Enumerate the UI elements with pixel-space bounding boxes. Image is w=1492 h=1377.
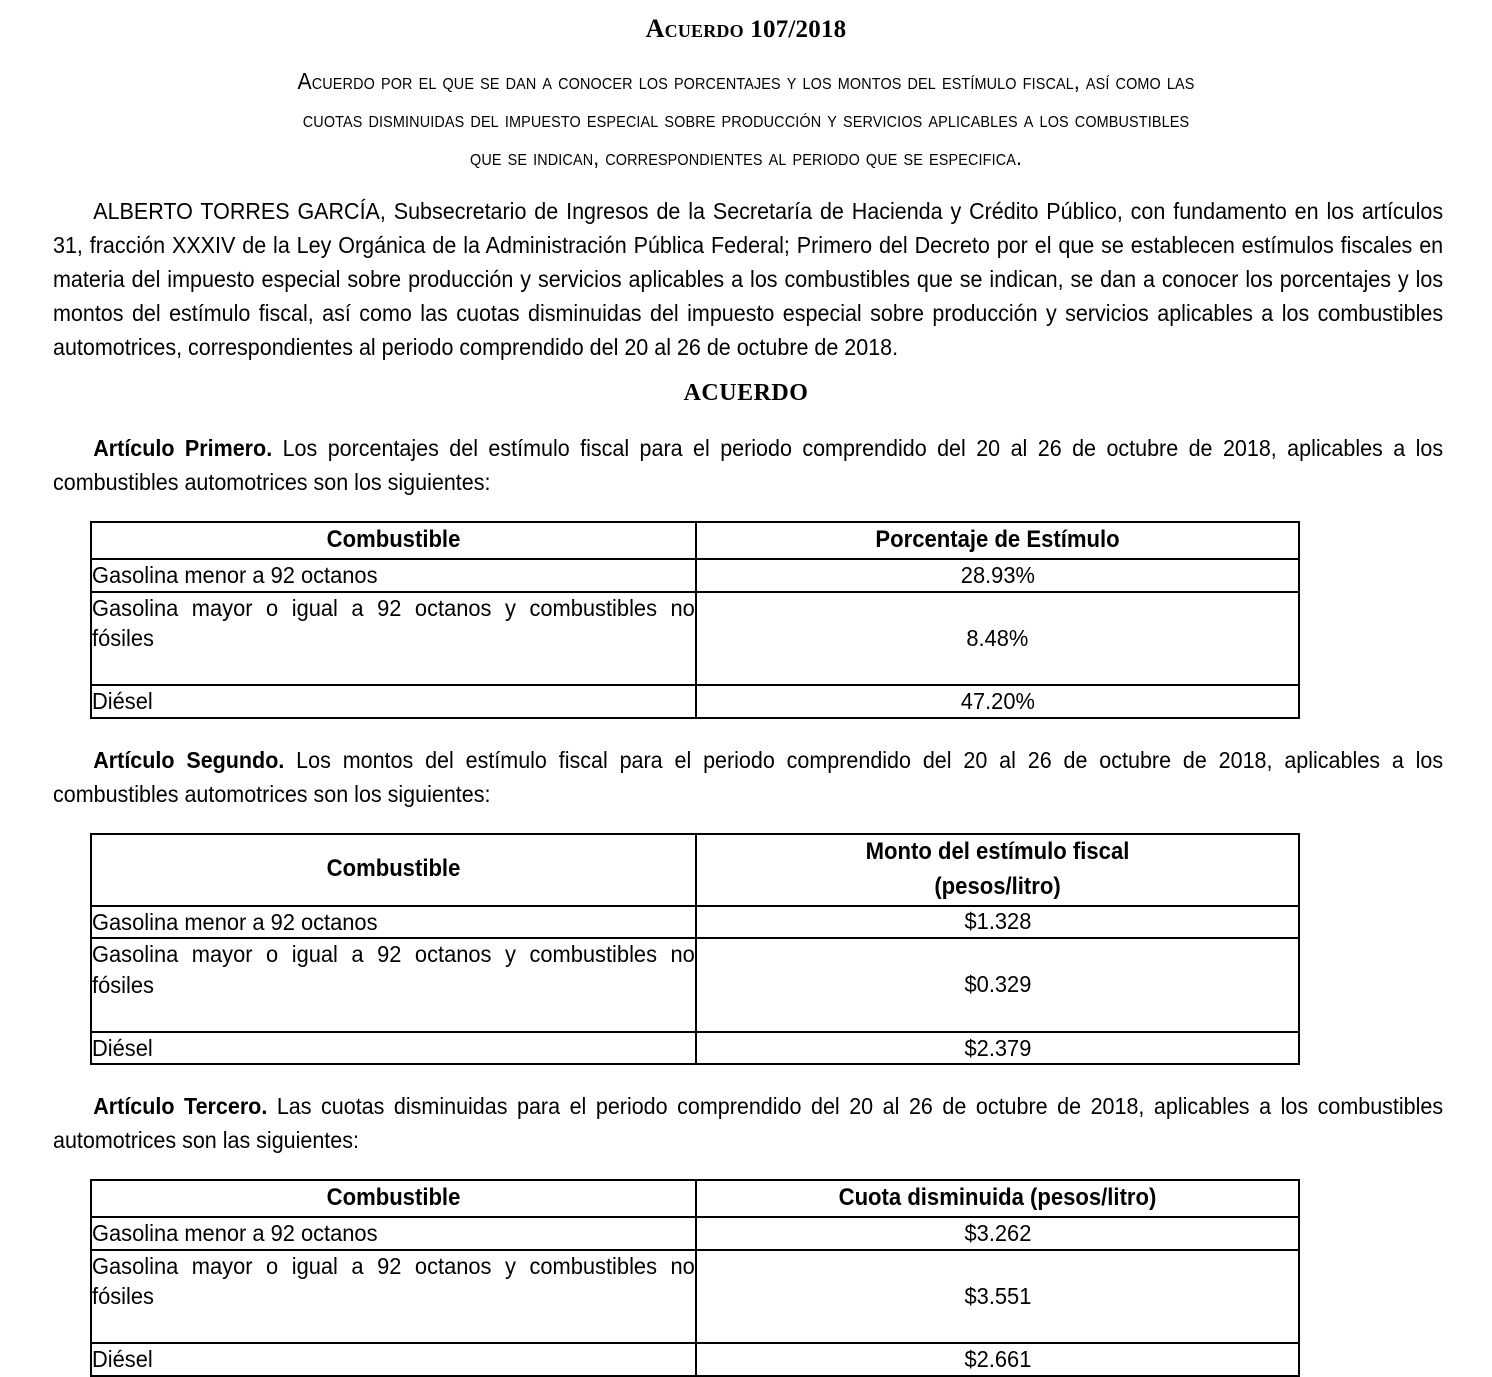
- column-header-combustible: Combustible: [91, 1180, 696, 1217]
- table-cuota-disminuida: [90, 1179, 1300, 1377]
- article-primero-paragraph: [53, 431, 1443, 499]
- cell-fuel: Gasolina mayor o igual a 92 octanos y combustibles no fósiles: [91, 592, 696, 686]
- document-subtitle-line-3: que se indican, correspondientes al periodo que se especifica.: [469, 143, 1023, 170]
- document-body: [49, 194, 1443, 364]
- cell-value: $2.379: [696, 1032, 1299, 1065]
- document-title-prefix: Acuerdo: [645, 14, 744, 43]
- column-header-combustible: Combustible: [91, 522, 696, 559]
- cell-value: 28.93%: [696, 559, 1299, 592]
- table-header-row: [91, 1180, 1299, 1217]
- table-monto-estimulo: [90, 833, 1300, 1065]
- article-primero-block: [49, 431, 1443, 499]
- column-header-monto-units: (pesos/litro): [934, 872, 1061, 900]
- document-subtitle-line-2: cuotas disminuidas del impuesto especial sobre producción y servicios aplicables a los combustibles: [302, 105, 1190, 132]
- cell-fuel: Diésel: [91, 1343, 696, 1376]
- cell-fuel: Gasolina mayor o igual a 92 octanos y combustibles no fósiles: [91, 1250, 696, 1344]
- table-row: [91, 906, 1299, 939]
- table-header-row: [91, 522, 1299, 559]
- table-row: [91, 1032, 1299, 1065]
- column-header-combustible: Combustible: [91, 834, 696, 906]
- preamble-paragraph: ALBERTO TORRES GARCÍA, Subsecretario de Ingresos de la Secretaría de Hacienda y Crédito Público, con fundamento en los artículos 31, fracción XXXIV de la Ley Orgánica de la Administración Pública Federal; Primero del Decreto por el que se establecen estímulos fiscales en materia del impuesto especial sobre producción y servicios aplicables a los combustibles que se indican, se dan a conocer los porcentajes y los montos del estímulo fiscal, así como las cuotas disminuidas del impuesto especial sobre producción y servicios aplicables a los combustibles automotrices, correspondientes al periodo comprendido del 20 al 26 de octubre de 2018.: [53, 197, 1444, 361]
- cell-fuel: Gasolina menor a 92 octanos: [91, 559, 696, 592]
- article-segundo-text: Los montos del estímulo fiscal para el periodo comprendido del 20 al 26 de octubre de 2018, aplicables a los combustibles automotrices son los siguientes:: [53, 746, 1444, 807]
- cell-fuel: Gasolina menor a 92 octanos: [91, 1217, 696, 1250]
- cell-value: $1.328: [696, 906, 1299, 939]
- cell-fuel: Diésel: [91, 1032, 696, 1065]
- column-header-cuota: Cuota disminuida (pesos/litro): [696, 1180, 1299, 1217]
- column-header-monto: Monto del estímulo fiscal (pesos/litro): [696, 834, 1299, 906]
- table-row: [91, 559, 1299, 592]
- table-porcentaje-estimulo: [90, 521, 1300, 719]
- table-row: [91, 938, 1299, 1032]
- article-tercero-label: Artículo Tercero.: [93, 1093, 268, 1120]
- article-segundo-paragraph: [53, 743, 1443, 811]
- cell-value: $3.551: [696, 1250, 1299, 1344]
- article-tercero-paragraph: [53, 1089, 1443, 1157]
- article-primero-label: Artículo Primero.: [93, 435, 273, 462]
- document-subtitle-line-1: Acuerdo por el que se dan a conocer los porcentajes y los montos del estímulo fiscal, así como las: [297, 67, 1195, 94]
- article-segundo-block: [49, 743, 1443, 811]
- table-row: [91, 1343, 1299, 1376]
- cell-value: $2.661: [696, 1343, 1299, 1376]
- table-row: [91, 1250, 1299, 1344]
- document-title: [0, 14, 1492, 45]
- table-row: [91, 592, 1299, 686]
- document-title-number: 107/2018: [750, 16, 847, 43]
- cell-value: $3.262: [696, 1217, 1299, 1250]
- table-row: [91, 685, 1299, 718]
- article-tercero-text: Las cuotas disminuidas para el periodo comprendido del 20 al 26 de octubre de 2018, aplicables a los combustibles automotrices son las siguientes:: [53, 1093, 1444, 1154]
- article-primero-text: Los porcentajes del estímulo fiscal para el periodo comprendido del 20 al 26 de octubre de 2018, aplicables a los combustibles automotrices son los siguientes:: [53, 435, 1444, 496]
- table-row: [91, 1217, 1299, 1250]
- cell-fuel: Gasolina menor a 92 octanos: [91, 906, 696, 939]
- cell-value: $0.329: [696, 938, 1299, 1032]
- column-header-porcentaje: Porcentaje de Estímulo: [696, 522, 1299, 559]
- cell-value: 8.48%: [696, 592, 1299, 686]
- cell-fuel: Gasolina mayor o igual a 92 octanos y combustibles no fósiles: [91, 938, 696, 1032]
- cell-fuel: Diésel: [91, 685, 696, 718]
- document-subtitle: [292, 62, 1201, 176]
- document-page: [0, 14, 1492, 1373]
- article-segundo-label: Artículo Segundo.: [93, 746, 285, 773]
- acuerdo-heading: ACUERDO: [683, 380, 809, 407]
- article-tercero-block: [49, 1089, 1443, 1157]
- table-header-row: [91, 834, 1299, 906]
- cell-value: 47.20%: [696, 685, 1299, 718]
